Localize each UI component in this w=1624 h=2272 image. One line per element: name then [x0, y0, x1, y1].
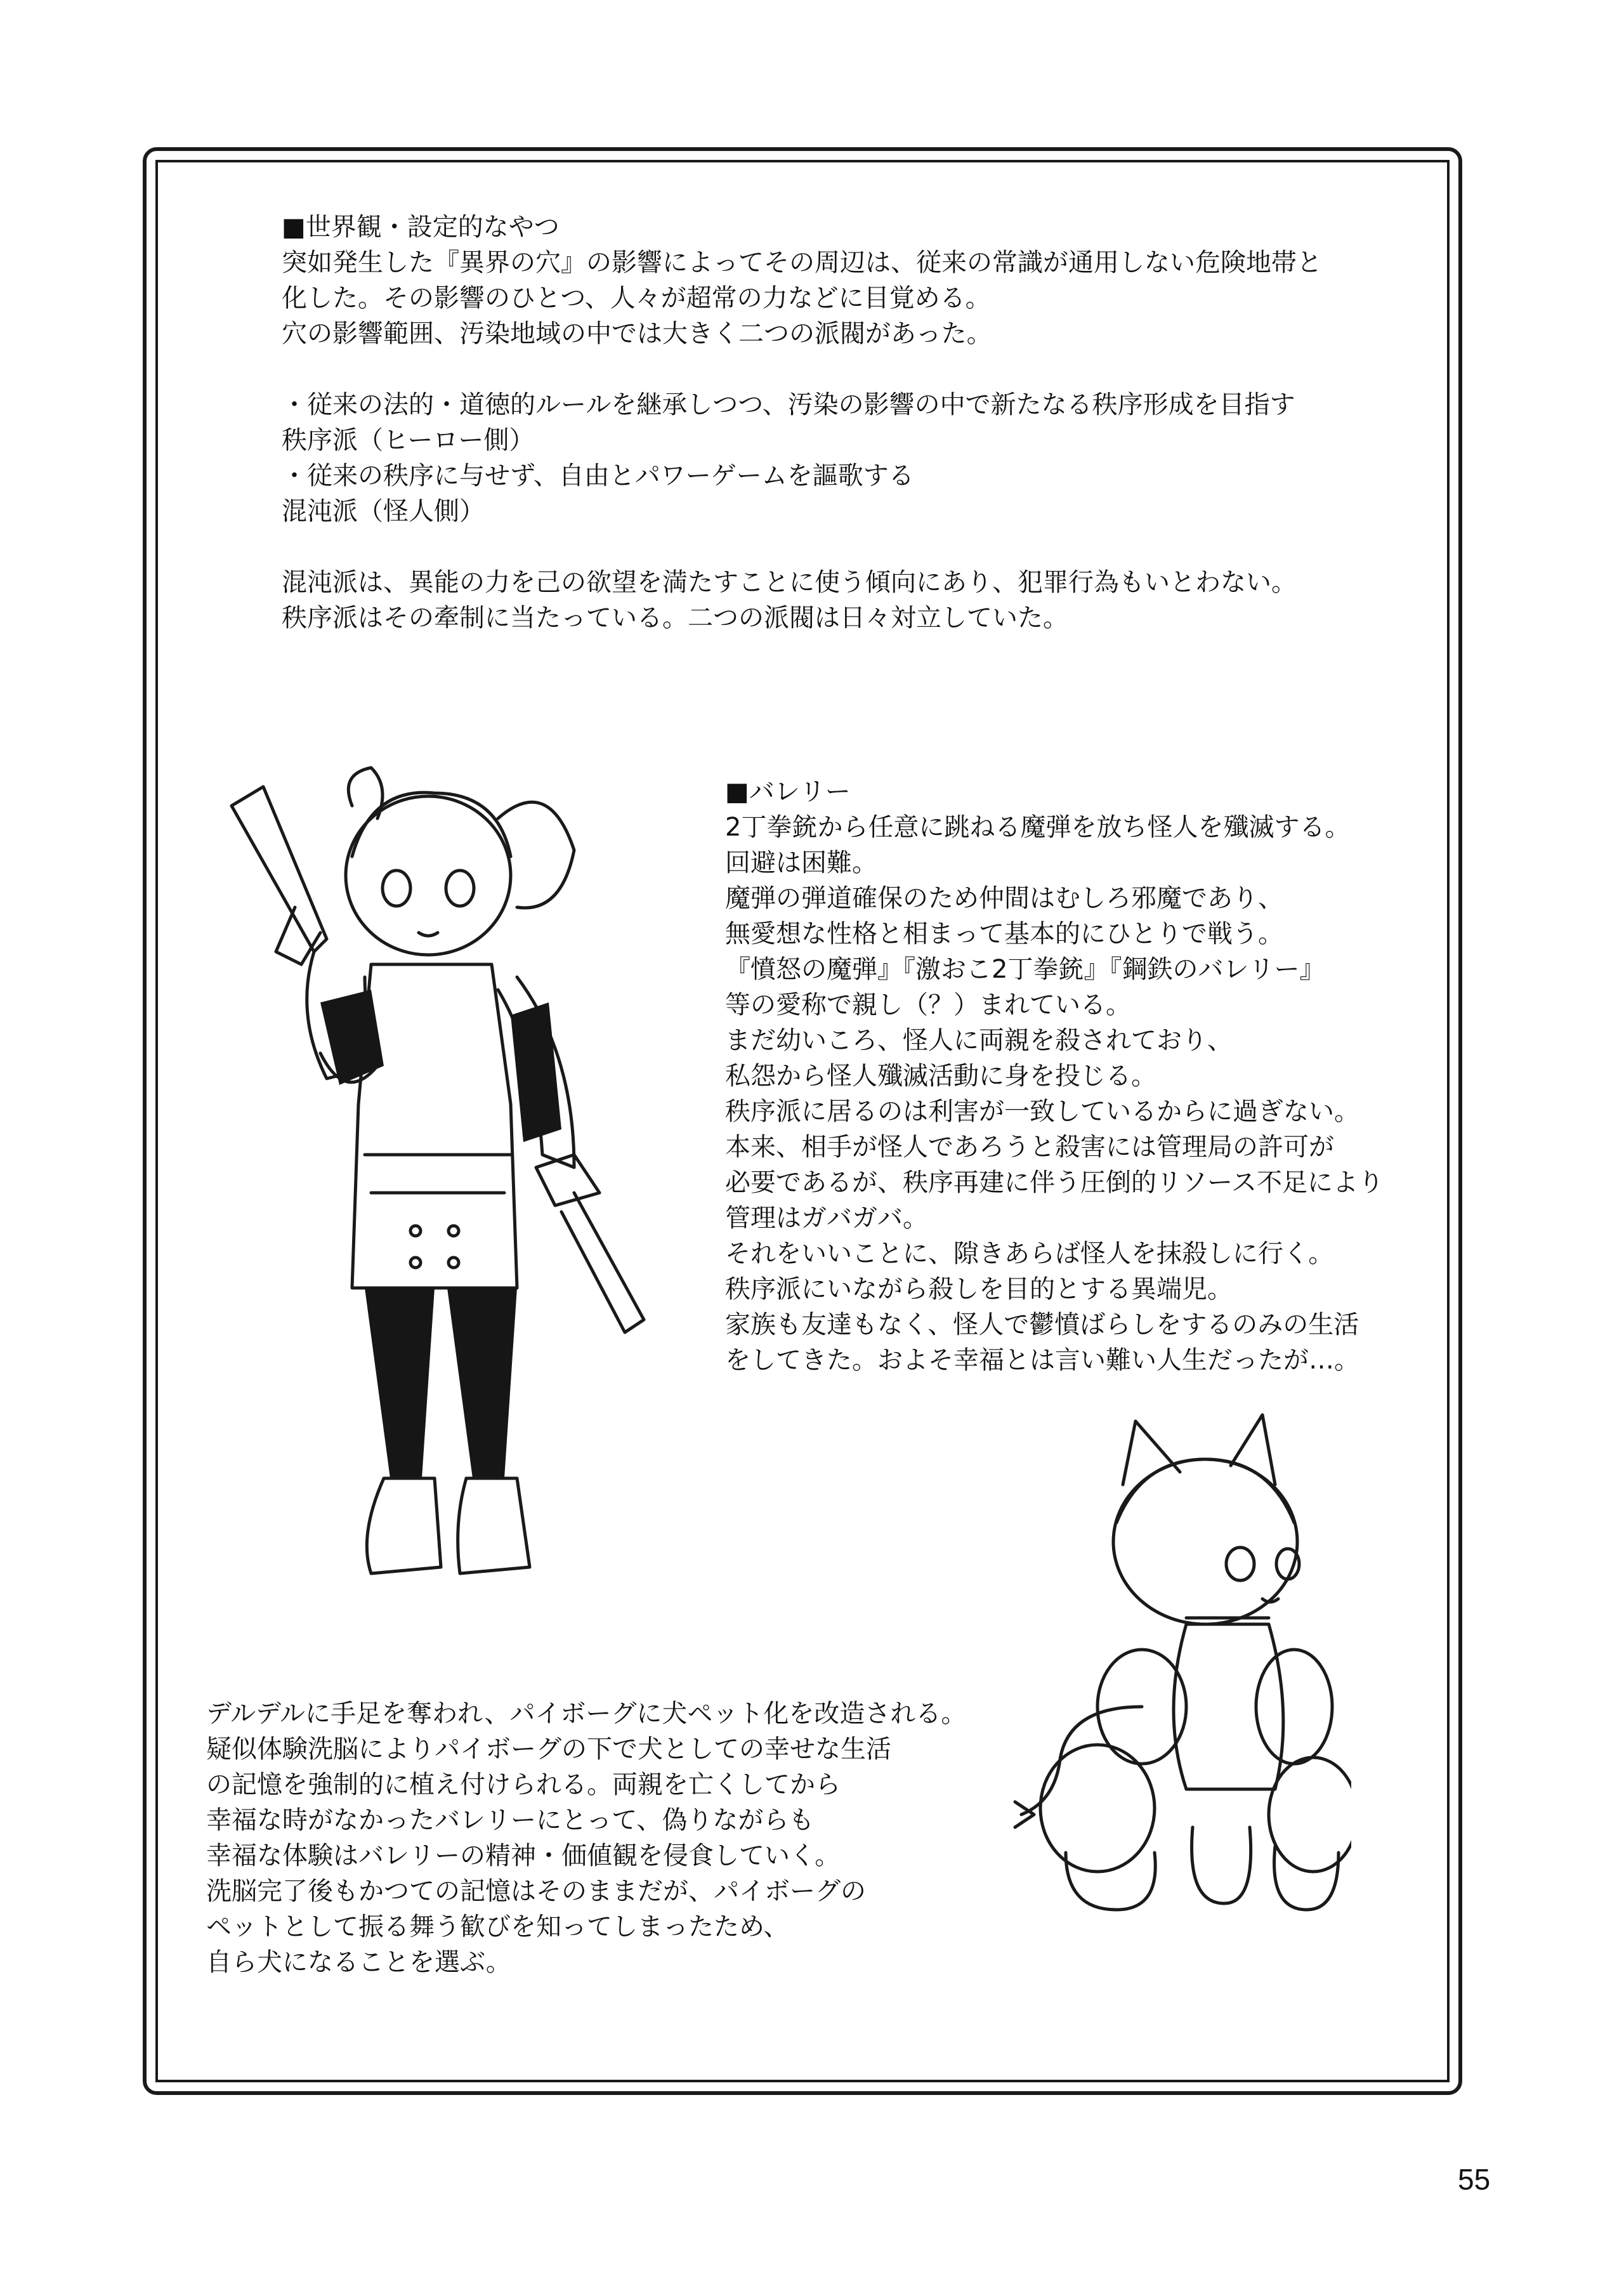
- valerie-profile-text: [725, 774, 1384, 1378]
- text-line: ■バレリー: [725, 777, 851, 806]
- text-line: 混沌派（怪人側）: [282, 497, 485, 526]
- text-line: 秩序派にいながら殺しを目的とする異端児。: [725, 1275, 1233, 1304]
- text-line: 混沌派は、異能の力を己の欲望を満たすことに使う傾向にあり、犯罪行為もいとわない。: [282, 568, 1297, 597]
- text-line: 疑似体験洗脳によりパイボーグの下で犬としての幸せな生活: [206, 1735, 891, 1764]
- text-line: 幸福な時がなかったバレリーにとって、偽りながらも: [206, 1806, 815, 1835]
- cyborg-pet-story-text: [206, 1696, 966, 1980]
- text-line: 『憤怒の魔弾』『激おこ2丁拳銃』『鋼鉄のバレリー』: [725, 955, 1325, 984]
- text-line: 2丁拳銃から任意に跳ねる魔弾を放ち怪人を殲滅する。: [725, 813, 1351, 842]
- text-line: [282, 529, 1322, 565]
- valerie-pet-illustration: [996, 1409, 1351, 1929]
- text-line: 無愛想な性格と相まって基本的にひとりで戦う。: [725, 919, 1283, 949]
- text-line: 秩序派に居るのは利害が一致しているからに過ぎない。: [725, 1097, 1359, 1126]
- text-line: ■世界観・設定的なやつ: [282, 213, 560, 242]
- text-line: 回避は困難。: [725, 848, 877, 877]
- text-line: 私怨から怪人殲滅活動に身を投じる。: [725, 1061, 1156, 1091]
- text-line: 自ら犬になることを選ぶ。: [206, 1948, 511, 1977]
- text-line: 本来、相手が怪人であろうと殺害には管理局の許可が: [725, 1133, 1334, 1162]
- text-line: それをいいことに、隙きあらば怪人を抹殺しに行く。: [725, 1239, 1334, 1268]
- text-line: をしてきた。およそ幸福とは言い難い人生だったが…。: [725, 1346, 1359, 1375]
- text-line: 突如発生した『異界の穴』の影響によってその周辺は、従来の常識が通用しない危険地帯と: [282, 248, 1322, 277]
- text-line: 秩序派はその牽制に当たっている。二つの派閥は日々対立していた。: [282, 603, 1068, 633]
- text-line: 洗脳完了後もかつての記憶はそのままだが、パイボーグの: [206, 1877, 866, 1906]
- page-number: 55: [1458, 2163, 1491, 2196]
- text-line: ・従来の法的・道徳的ルールを継承しつつ、汚染の影響の中で新たなる秩序形成を目指す: [282, 390, 1295, 419]
- text-line: ペットとして振る舞う歓びを知ってしまったため、: [206, 1912, 789, 1941]
- text-line: 幸福な体験はバレリーの精神・価値観を侵食していく。: [206, 1841, 841, 1870]
- text-line: [282, 351, 1322, 387]
- text-line: 穴の影響範囲、汚染地域の中では大きく二つの派閥があった。: [282, 319, 992, 348]
- valerie-gunner-illustration: [219, 749, 676, 1592]
- text-line: 必要であるが、秩序再建に伴う圧倒的リソース不足により: [725, 1168, 1384, 1197]
- text-line: 秩序派（ヒーロー側）: [282, 426, 535, 455]
- text-line: ・従来の秩序に与せず、自由とパワーゲームを謳歌する: [282, 461, 914, 490]
- text-line: の記憶を強制的に植え付けられる。両親を亡くしてから: [206, 1770, 841, 1799]
- text-line: デルデルに手足を奪われ、パイボーグに犬ペット化を改造される。: [206, 1699, 967, 1728]
- text-line: 家族も友達もなく、怪人で鬱憤ばらしをするのみの生活: [725, 1310, 1359, 1339]
- world-setting-text: [282, 209, 1322, 636]
- text-line: 魔弾の弾道確保のため仲間はむしろ邪魔であり、: [725, 884, 1283, 913]
- text-line: 等の愛称で親し（？）まれている。: [725, 990, 1131, 1020]
- text-line: 管理はガバガバ。: [725, 1204, 928, 1233]
- text-line: 化した。その影響のひとつ、人々が超常の力などに目覚める。: [282, 284, 991, 313]
- text-line: まだ幼いころ、怪人に両親を殺されており、: [725, 1026, 1233, 1055]
